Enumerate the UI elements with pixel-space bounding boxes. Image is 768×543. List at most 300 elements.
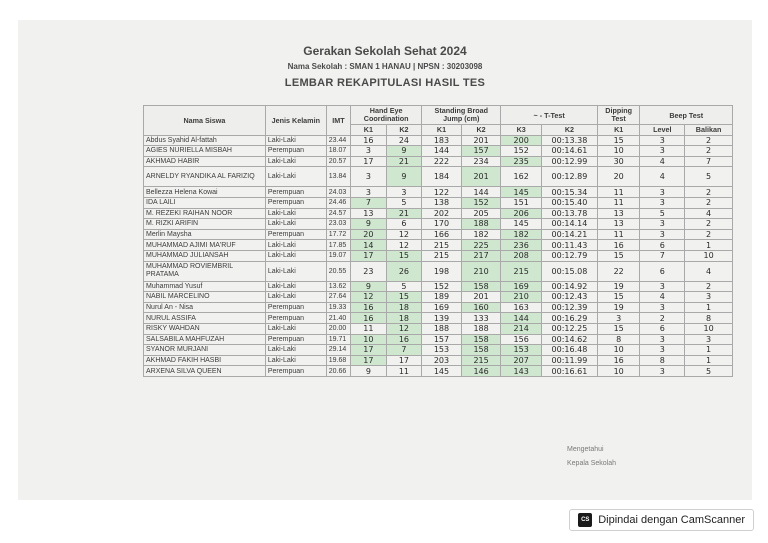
cell-he2: 15 — [386, 292, 422, 303]
cell-name: Nurul An - Nisa — [144, 302, 266, 313]
header-he-k1: K1 — [351, 125, 387, 136]
cell-name: IDA LAILI — [144, 197, 266, 208]
cell-lvl: 5 — [640, 208, 685, 219]
camscanner-logo-icon: CS — [578, 513, 592, 527]
cell-tt2: 00:11.99 — [542, 355, 598, 366]
table-row — [144, 156, 733, 167]
cell-tt1: 151 — [501, 197, 542, 208]
cell-sb2: 225 — [461, 240, 501, 251]
cell-sb2: 182 — [461, 229, 501, 240]
cell-name: Abdus Syahid Al-fattah — [144, 135, 266, 146]
cell-name: MUHAMMAD AJIMI MA'RUF — [144, 240, 266, 251]
doc-subtitle: Nama Sekolah : SMAN 1 HANAU | NPSN : 30203098 — [287, 62, 483, 71]
header-t-test: ~ - T-Test — [501, 106, 597, 125]
cell-dip: 19 — [597, 281, 640, 292]
cell-tt2: 00:12.25 — [542, 323, 598, 334]
cell-imt: 19.07 — [326, 250, 350, 261]
cell-name: AKHMAD HABIR — [144, 156, 266, 167]
cell-gender: Laki-Laki — [265, 345, 326, 356]
cell-dip: 11 — [597, 229, 640, 240]
cell-he1: 3 — [351, 146, 387, 157]
cell-name: MUHAMMAD JULIANSAH — [144, 250, 266, 261]
cell-he2: 16 — [386, 334, 422, 345]
cell-sb2: 188 — [461, 323, 501, 334]
cell-gender: Laki-Laki — [265, 250, 326, 261]
cell-lvl: 6 — [640, 323, 685, 334]
cell-sb1: 215 — [422, 250, 462, 261]
cell-he2: 21 — [386, 208, 422, 219]
cell-dip: 20 — [597, 167, 640, 187]
cell-tt2: 00:15.40 — [542, 197, 598, 208]
cell-he1: 16 — [351, 135, 387, 146]
cell-he2: 3 — [386, 187, 422, 198]
cell-name: M. REZEKI RAIHAN NOOR — [144, 208, 266, 219]
cell-bal: 2 — [685, 187, 733, 198]
cell-dip: 10 — [597, 366, 640, 377]
cell-gender: Laki-Laki — [265, 208, 326, 219]
cell-imt: 17.72 — [326, 229, 350, 240]
table-row — [144, 250, 733, 261]
cell-sb2: 146 — [461, 366, 501, 377]
cell-name: Bellezza Helena Kowai — [144, 187, 266, 198]
cell-tt2: 00:11.43 — [542, 240, 598, 251]
header-level: Level — [640, 125, 685, 136]
cell-tt2: 00:14.61 — [542, 146, 598, 157]
cell-bal: 1 — [685, 355, 733, 366]
cell-tt1: 153 — [501, 345, 542, 356]
table-row — [144, 240, 733, 251]
cell-tt2: 00:13.78 — [542, 208, 598, 219]
table-row — [144, 292, 733, 303]
cell-imt: 24.03 — [326, 187, 350, 198]
cell-he1: 16 — [351, 302, 387, 313]
cell-bal: 7 — [685, 156, 733, 167]
cell-bal: 2 — [685, 229, 733, 240]
cell-imt: 19.71 — [326, 334, 350, 345]
table-row — [144, 302, 733, 313]
cell-tt1: 143 — [501, 366, 542, 377]
cell-he2: 9 — [386, 146, 422, 157]
cell-sb2: 201 — [461, 292, 501, 303]
header-he-k2: K2 — [386, 125, 422, 136]
cell-sb1: 198 — [422, 261, 462, 281]
cell-dip: 15 — [597, 292, 640, 303]
cell-tt2: 00:14.14 — [542, 219, 598, 230]
cell-he2: 6 — [386, 219, 422, 230]
cell-lvl: 4 — [640, 167, 685, 187]
cell-tt2: 00:14.62 — [542, 334, 598, 345]
cell-dip: 10 — [597, 146, 640, 157]
cell-imt: 21.40 — [326, 313, 350, 324]
table-row — [144, 355, 733, 366]
cell-tt1: 163 — [501, 302, 542, 313]
cell-tt1: 210 — [501, 292, 542, 303]
cell-he2: 12 — [386, 323, 422, 334]
cell-he2: 7 — [386, 345, 422, 356]
cell-gender: Laki-Laki — [265, 281, 326, 292]
cell-he1: 9 — [351, 281, 387, 292]
cell-gender: Perempuan — [265, 187, 326, 198]
cell-sb1: 153 — [422, 345, 462, 356]
cell-imt: 20.66 — [326, 366, 350, 377]
cell-bal: 3 — [685, 334, 733, 345]
header-tt-k3: K3 — [501, 125, 542, 136]
header-gender: Jenis Kelamin — [265, 106, 326, 136]
table-row — [144, 366, 733, 377]
cell-bal: 2 — [685, 219, 733, 230]
cell-he2: 24 — [386, 135, 422, 146]
cell-he1: 17 — [351, 355, 387, 366]
cell-bal: 10 — [685, 250, 733, 261]
doc-heading: LEMBAR REKAPITULASI HASIL TES — [284, 77, 486, 89]
cell-sb1: 169 — [422, 302, 462, 313]
cell-he1: 17 — [351, 345, 387, 356]
cell-imt: 24.46 — [326, 197, 350, 208]
table-row — [144, 229, 733, 240]
header-imt: IMT — [326, 106, 350, 136]
cell-sb1: 138 — [422, 197, 462, 208]
cell-tt1: 169 — [501, 281, 542, 292]
cell-he1: 20 — [351, 229, 387, 240]
cell-sb2: 210 — [461, 261, 501, 281]
cell-he2: 21 — [386, 156, 422, 167]
cell-name: AGIES NURIELLA MISBAH — [144, 146, 266, 157]
cell-imt: 24.57 — [326, 208, 350, 219]
cell-lvl: 6 — [640, 261, 685, 281]
cell-gender: Laki-Laki — [265, 261, 326, 281]
cell-name: ARNELDY RYANDIKA AL FARIZIQ — [144, 167, 266, 187]
cell-dip: 11 — [597, 187, 640, 198]
cell-lvl: 3 — [640, 135, 685, 146]
cell-gender: Perempuan — [265, 229, 326, 240]
cell-gender: Perempuan — [265, 146, 326, 157]
cell-imt: 20.57 — [326, 156, 350, 167]
cell-bal: 4 — [685, 261, 733, 281]
header-dipping: Dipping Test — [597, 106, 640, 125]
cell-dip: 13 — [597, 219, 640, 230]
cell-gender: Laki-Laki — [265, 323, 326, 334]
cell-bal: 1 — [685, 240, 733, 251]
cell-he2: 17 — [386, 355, 422, 366]
cell-name: Merlin Maysha — [144, 229, 266, 240]
cell-name: RISKY WAHDAN — [144, 323, 266, 334]
cell-sb1: 122 — [422, 187, 462, 198]
cell-sb1: 189 — [422, 292, 462, 303]
cell-tt1: 207 — [501, 355, 542, 366]
table-row — [144, 281, 733, 292]
cell-lvl: 3 — [640, 219, 685, 230]
cell-sb1: 183 — [422, 135, 462, 146]
cell-gender: Laki-Laki — [265, 156, 326, 167]
cell-tt1: 208 — [501, 250, 542, 261]
cell-gender: Laki-Laki — [265, 167, 326, 187]
cell-lvl: 2 — [640, 313, 685, 324]
cell-sb2: 158 — [461, 334, 501, 345]
header-hand-eye: Hand Eye Coordination — [351, 106, 422, 125]
doc-title: Gerakan Sekolah Sehat 2024 — [303, 44, 467, 58]
cell-sb1: 188 — [422, 323, 462, 334]
cell-gender: Laki-Laki — [265, 240, 326, 251]
table-row — [144, 313, 733, 324]
cell-sb1: 144 — [422, 146, 462, 157]
cell-bal: 1 — [685, 302, 733, 313]
cell-imt: 13.84 — [326, 167, 350, 187]
cell-name: SALSABILA MAHFUZAH — [144, 334, 266, 345]
cell-dip: 13 — [597, 208, 640, 219]
cell-he1: 3 — [351, 187, 387, 198]
table-row — [144, 167, 733, 187]
cell-lvl: 3 — [640, 334, 685, 345]
cell-name: Muhammad Yusuf — [144, 281, 266, 292]
cell-lvl: 8 — [640, 355, 685, 366]
cell-sb2: 217 — [461, 250, 501, 261]
cell-tt1: 162 — [501, 167, 542, 187]
table-row — [144, 187, 733, 198]
cell-lvl: 4 — [640, 292, 685, 303]
cell-sb1: 170 — [422, 219, 462, 230]
cell-imt: 27.64 — [326, 292, 350, 303]
cell-sb2: 188 — [461, 219, 501, 230]
cell-he1: 16 — [351, 313, 387, 324]
footer-acknowledge: Mengetahui — [567, 446, 604, 453]
cell-sb2: 160 — [461, 302, 501, 313]
cell-tt1: 156 — [501, 334, 542, 345]
cell-bal: 2 — [685, 135, 733, 146]
cell-sb1: 139 — [422, 313, 462, 324]
cell-dip: 8 — [597, 334, 640, 345]
cell-bal: 5 — [685, 366, 733, 377]
cell-imt: 17.85 — [326, 240, 350, 251]
cell-tt2: 00:16.48 — [542, 345, 598, 356]
cell-name: MUHAMMAD ROVIEMBRIL PRATAMA — [144, 261, 266, 281]
cell-tt1: 144 — [501, 313, 542, 324]
cell-bal: 8 — [685, 313, 733, 324]
cell-tt1: 152 — [501, 146, 542, 157]
cell-name: M. RIZKI ARIFIN — [144, 219, 266, 230]
cell-he1: 13 — [351, 208, 387, 219]
header-broad-jump: Standing Broad Jump (cm) — [422, 106, 501, 125]
cell-bal: 1 — [685, 345, 733, 356]
cell-he2: 5 — [386, 281, 422, 292]
cell-lvl: 3 — [640, 197, 685, 208]
cell-tt1: 206 — [501, 208, 542, 219]
cell-he1: 17 — [351, 156, 387, 167]
cell-he1: 10 — [351, 334, 387, 345]
cell-dip: 16 — [597, 240, 640, 251]
footer-principal: Kepala Sekolah — [567, 460, 617, 467]
cell-he2: 11 — [386, 366, 422, 377]
cell-sb2: 201 — [461, 135, 501, 146]
cell-name: ARXENA SILVA QUEEN — [144, 366, 266, 377]
cell-sb1: 215 — [422, 240, 462, 251]
cell-lvl: 3 — [640, 187, 685, 198]
cell-sb2: 205 — [461, 208, 501, 219]
cell-tt2: 00:13.38 — [542, 135, 598, 146]
cell-sb1: 157 — [422, 334, 462, 345]
table-row — [144, 146, 733, 157]
cell-name: NURUL ASSIFA — [144, 313, 266, 324]
cell-he1: 3 — [351, 167, 387, 187]
cell-dip: 22 — [597, 261, 640, 281]
cell-bal: 2 — [685, 197, 733, 208]
cell-tt2: 00:12.79 — [542, 250, 598, 261]
cell-he1: 17 — [351, 250, 387, 261]
cell-tt1: 236 — [501, 240, 542, 251]
cell-sb1: 152 — [422, 281, 462, 292]
cell-imt: 29.14 — [326, 345, 350, 356]
cell-gender: Perempuan — [265, 366, 326, 377]
cell-sb1: 166 — [422, 229, 462, 240]
cell-gender: Laki-Laki — [265, 219, 326, 230]
cell-he1: 9 — [351, 219, 387, 230]
cell-tt2: 00:15.34 — [542, 187, 598, 198]
table-row — [144, 197, 733, 208]
paper-sheet — [18, 20, 752, 500]
cell-gender: Perempuan — [265, 334, 326, 345]
cell-tt2: 00:15.08 — [542, 261, 598, 281]
cell-dip: 10 — [597, 345, 640, 356]
cell-sb1: 202 — [422, 208, 462, 219]
table-row — [144, 261, 733, 281]
camscanner-badge — [569, 509, 754, 531]
cell-he2: 18 — [386, 313, 422, 324]
cell-tt1: 214 — [501, 323, 542, 334]
cell-dip: 15 — [597, 250, 640, 261]
cell-bal: 4 — [685, 208, 733, 219]
cell-dip: 19 — [597, 302, 640, 313]
cell-lvl: 6 — [640, 240, 685, 251]
cell-sb2: 201 — [461, 167, 501, 187]
cell-imt: 23.03 — [326, 219, 350, 230]
cell-dip: 15 — [597, 323, 640, 334]
cell-tt1: 182 — [501, 229, 542, 240]
cell-tt2: 00:16.61 — [542, 366, 598, 377]
cell-gender: Perempuan — [265, 197, 326, 208]
cell-tt2: 00:12.99 — [542, 156, 598, 167]
cell-lvl: 3 — [640, 281, 685, 292]
cell-imt: 23.44 — [326, 135, 350, 146]
cell-he2: 15 — [386, 250, 422, 261]
cell-dip: 30 — [597, 156, 640, 167]
cell-sb2: 152 — [461, 197, 501, 208]
cell-imt: 19.68 — [326, 355, 350, 366]
cell-tt2: 00:12.89 — [542, 167, 598, 187]
table-row — [144, 219, 733, 230]
cell-he2: 12 — [386, 240, 422, 251]
cell-sb2: 158 — [461, 281, 501, 292]
table-row — [144, 135, 733, 146]
cell-tt2: 00:12.39 — [542, 302, 598, 313]
cell-lvl: 3 — [640, 229, 685, 240]
cell-lvl: 7 — [640, 250, 685, 261]
header-sb-k2: K2 — [461, 125, 501, 136]
cell-he1: 12 — [351, 292, 387, 303]
cell-he1: 9 — [351, 366, 387, 377]
cell-he1: 11 — [351, 323, 387, 334]
camscanner-label: Dipindai dengan CamScanner — [598, 514, 745, 526]
cell-bal: 2 — [685, 281, 733, 292]
cell-bal: 10 — [685, 323, 733, 334]
header-beep: Beep Test — [640, 106, 733, 125]
header-sb-k1: K1 — [422, 125, 462, 136]
cell-bal: 3 — [685, 292, 733, 303]
cell-he2: 12 — [386, 229, 422, 240]
cell-sb2: 133 — [461, 313, 501, 324]
cell-he1: 7 — [351, 197, 387, 208]
cell-tt1: 215 — [501, 261, 542, 281]
cell-name: SYANOR MURJANI — [144, 345, 266, 356]
cell-name: AKHMAD FAKIH HASBI — [144, 355, 266, 366]
cell-sb2: 234 — [461, 156, 501, 167]
cell-lvl: 3 — [640, 366, 685, 377]
cell-sb2: 215 — [461, 355, 501, 366]
cell-he2: 26 — [386, 261, 422, 281]
cell-he2: 18 — [386, 302, 422, 313]
cell-gender: Laki-Laki — [265, 135, 326, 146]
table-row — [144, 208, 733, 219]
cell-name: NABIL MARCELINO — [144, 292, 266, 303]
cell-tt1: 200 — [501, 135, 542, 146]
table-row — [144, 323, 733, 334]
header-tt-k2: K2 — [542, 125, 598, 136]
cell-dip: 3 — [597, 313, 640, 324]
cell-he1: 23 — [351, 261, 387, 281]
cell-sb2: 144 — [461, 187, 501, 198]
cell-gender: Laki-Laki — [265, 355, 326, 366]
cell-lvl: 3 — [640, 345, 685, 356]
cell-imt: 19.33 — [326, 302, 350, 313]
cell-sb1: 145 — [422, 366, 462, 377]
cell-lvl: 3 — [640, 302, 685, 313]
header-balikan: Balikan — [685, 125, 733, 136]
recap-table — [143, 105, 733, 377]
header-name: Nama Siswa — [144, 106, 266, 136]
table-row — [144, 334, 733, 345]
cell-tt2: 00:14.21 — [542, 229, 598, 240]
cell-dip: 16 — [597, 355, 640, 366]
cell-dip: 11 — [597, 197, 640, 208]
cell-he2: 5 — [386, 197, 422, 208]
cell-gender: Perempuan — [265, 302, 326, 313]
cell-imt: 18.07 — [326, 146, 350, 157]
cell-imt: 13.62 — [326, 281, 350, 292]
cell-dip: 15 — [597, 135, 640, 146]
cell-tt1: 145 — [501, 219, 542, 230]
table-row — [144, 345, 733, 356]
cell-imt: 20.00 — [326, 323, 350, 334]
cell-bal: 5 — [685, 167, 733, 187]
cell-sb1: 184 — [422, 167, 462, 187]
header-dip-k1: K1 — [597, 125, 640, 136]
cell-gender: Laki-Laki — [265, 292, 326, 303]
cell-he1: 14 — [351, 240, 387, 251]
cell-gender: Perempuan — [265, 313, 326, 324]
cell-tt2: 00:16.29 — [542, 313, 598, 324]
cell-tt1: 145 — [501, 187, 542, 198]
cell-imt: 20.55 — [326, 261, 350, 281]
cell-sb1: 203 — [422, 355, 462, 366]
cell-he2: 9 — [386, 167, 422, 187]
cell-lvl: 3 — [640, 146, 685, 157]
cell-tt2: 00:14.92 — [542, 281, 598, 292]
cell-sb1: 222 — [422, 156, 462, 167]
cell-tt1: 235 — [501, 156, 542, 167]
cell-tt2: 00:12.43 — [542, 292, 598, 303]
cell-sb2: 157 — [461, 146, 501, 157]
cell-lvl: 4 — [640, 156, 685, 167]
cell-bal: 2 — [685, 146, 733, 157]
cell-sb2: 158 — [461, 345, 501, 356]
